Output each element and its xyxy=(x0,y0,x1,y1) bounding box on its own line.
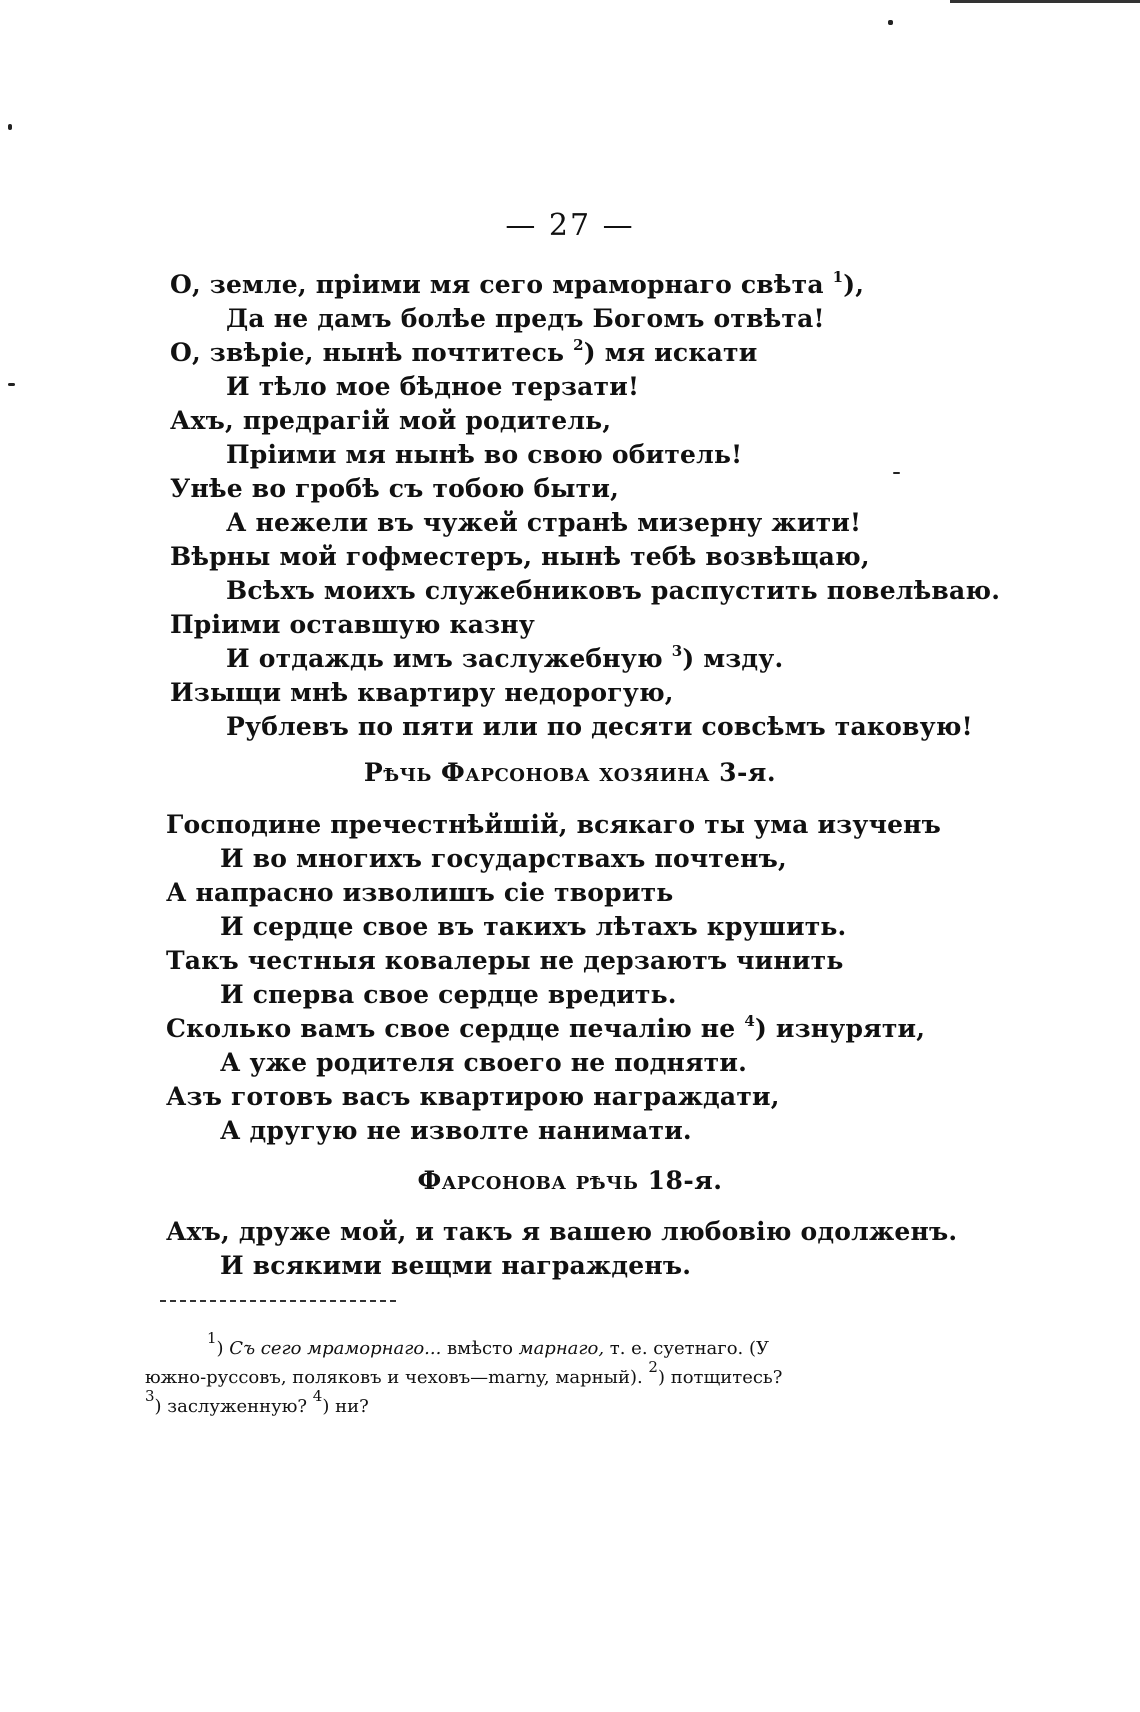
verse-text: Изыщи мнѣ квартиру недорогую, xyxy=(170,678,674,707)
footnote-reference: 1 xyxy=(832,268,844,286)
verse-text: Рублевъ по пяти или по десяти совсѣмъ таковую! xyxy=(226,712,973,741)
verse-line xyxy=(0,1046,1140,1080)
page-number: — 27 — xyxy=(505,208,635,243)
footnote-reference: 4 xyxy=(744,1012,755,1030)
verse-line xyxy=(0,540,1140,574)
verse-line xyxy=(0,404,1140,438)
verse-text: Ахъ, предрагій мой родитель, xyxy=(170,406,612,435)
verse-text: Азъ готовъ васъ квартирою награждати, xyxy=(166,1082,780,1111)
verse-text: А напрасно изволишъ сіе творить xyxy=(166,878,674,907)
verse-text: Да не дамъ болѣе предъ Богомъ отвѣта! xyxy=(226,304,825,333)
verse-text: ) изнуряти, xyxy=(754,1014,926,1043)
verse-line xyxy=(0,1215,1140,1249)
verse-text: ) мя искати xyxy=(583,338,758,367)
heading-title: Фарсонова рѣчь xyxy=(417,1166,639,1195)
verse-line xyxy=(0,268,1140,302)
verse-stanza-3 xyxy=(0,1215,1140,1283)
verse-text: Пріими оставшую казну xyxy=(170,610,535,639)
verse-line xyxy=(0,370,1140,404)
verse-text: И тѣло мое бѣдное терзати! xyxy=(226,372,640,401)
verse-text: И отдаждь имъ заслужебную xyxy=(226,644,672,673)
footnote-italic-word: марнаго, xyxy=(518,1338,605,1359)
verse-text: А другую не изволте нанимати. xyxy=(220,1116,692,1145)
footnote-mark: 2 xyxy=(648,1358,658,1376)
verse-line xyxy=(0,710,1140,744)
scan-edge-line xyxy=(950,0,1140,3)
footnote-mark: 3 xyxy=(145,1387,155,1405)
verse-text: Такъ честныя ковалеры не дерзаютъ чинить xyxy=(166,946,844,975)
verse-text: А уже родителя своего не подняти. xyxy=(220,1048,747,1077)
section-heading-speech-18 xyxy=(0,1166,1140,1195)
footnote-line-1: $^1$) Съ сего мраморнаго... вмѣсто марнаго, т. е. суетнаго. (У xyxy=(207,1329,770,1359)
verse-line xyxy=(0,642,1140,676)
footnote-mark: 4 xyxy=(312,1387,323,1405)
footnote-text: т. е. суетнаго. (У xyxy=(604,1338,770,1359)
verse-line xyxy=(0,978,1140,1012)
verse-text: Всѣхъ моихъ служебниковъ распустить повелѣваю. xyxy=(226,576,1001,605)
footnote-text: ) ни? xyxy=(322,1396,369,1417)
verse-line xyxy=(0,1012,1140,1046)
footnote-text: вмѣсто xyxy=(441,1338,519,1359)
verse-line xyxy=(0,876,1140,910)
verse-text: Господине пречестнѣйшій, всякаго ты ума изученъ xyxy=(166,810,942,839)
footnote-reference: 3 xyxy=(671,642,683,660)
footnote-mark: 1 xyxy=(207,1329,217,1347)
verse-text: И всякими вещми награжденъ. xyxy=(220,1251,692,1280)
verse-line xyxy=(0,808,1140,842)
verse-line xyxy=(0,1249,1140,1283)
verse-text: И сердце свое въ такихъ лѣтахъ крушить. xyxy=(220,912,847,941)
verse-text: ), xyxy=(843,270,865,299)
verse-text: Ахъ, друже мой, и такъ я вашею любовію одолженъ. xyxy=(166,1217,958,1246)
section-heading-speech-3 xyxy=(0,758,1140,787)
heading-title: Рѣчь Фарсонова хозяина xyxy=(363,758,710,787)
footnote-text: южно-руссовъ, поляковъ и чеховъ—marny, марный). xyxy=(145,1367,649,1388)
verse-line xyxy=(0,842,1140,876)
footnote-separator xyxy=(160,1300,396,1302)
scan-speck xyxy=(8,124,12,130)
footnote-reference: 2 xyxy=(573,336,584,354)
verse-line xyxy=(0,302,1140,336)
scan-speck xyxy=(888,20,893,25)
verse-stanza-1 xyxy=(0,268,1140,744)
heading-number: 3-я. xyxy=(709,758,777,787)
footnote-line-3 xyxy=(145,1387,1005,1421)
verse-text: Сколько вамъ свое сердце печалію не xyxy=(166,1014,745,1043)
verse-text: Вѣрны мой гофместеръ, нынѣ тебѣ возвѣщаю, xyxy=(170,542,870,571)
verse-text: ) мзду. xyxy=(682,644,784,673)
verse-line xyxy=(0,676,1140,710)
heading-number: 18-я. xyxy=(638,1166,723,1195)
verse-text: И во многихъ государствахъ почтенъ, xyxy=(220,844,787,873)
verse-line xyxy=(0,1080,1140,1114)
verse-line xyxy=(0,1114,1140,1148)
verse-line xyxy=(0,910,1140,944)
verse-text: О, земле, пріими мя сего мраморнаго свѣта xyxy=(170,270,833,299)
verse-line xyxy=(0,336,1140,370)
verse-line xyxy=(0,944,1140,978)
verse-line xyxy=(0,608,1140,642)
footnote-quote: Съ сего мраморнаго... xyxy=(229,1338,442,1359)
verse-stanza-2 xyxy=(0,808,1140,1148)
footnote-text: ) потщитесь? xyxy=(657,1367,783,1388)
verse-line xyxy=(0,472,1140,506)
verse-text: И сперва свое сердце вредить. xyxy=(220,980,677,1009)
footnote-text: ) заслуженную? xyxy=(154,1396,313,1417)
verse-line xyxy=(0,438,1140,472)
verse-text: Пріими мя нынѣ во свою обитель! xyxy=(226,440,743,469)
verse-line xyxy=(0,506,1140,540)
verse-line xyxy=(0,574,1140,608)
verse-text: А нежели въ чужей странѣ мизерну жити! xyxy=(226,508,862,537)
verse-text: Унѣе во гробѣ съ тобою быти, xyxy=(170,474,619,503)
verse-text: О, звѣріе, нынѣ почтитесь xyxy=(170,338,574,367)
footnote-line-2 xyxy=(145,1358,1005,1392)
